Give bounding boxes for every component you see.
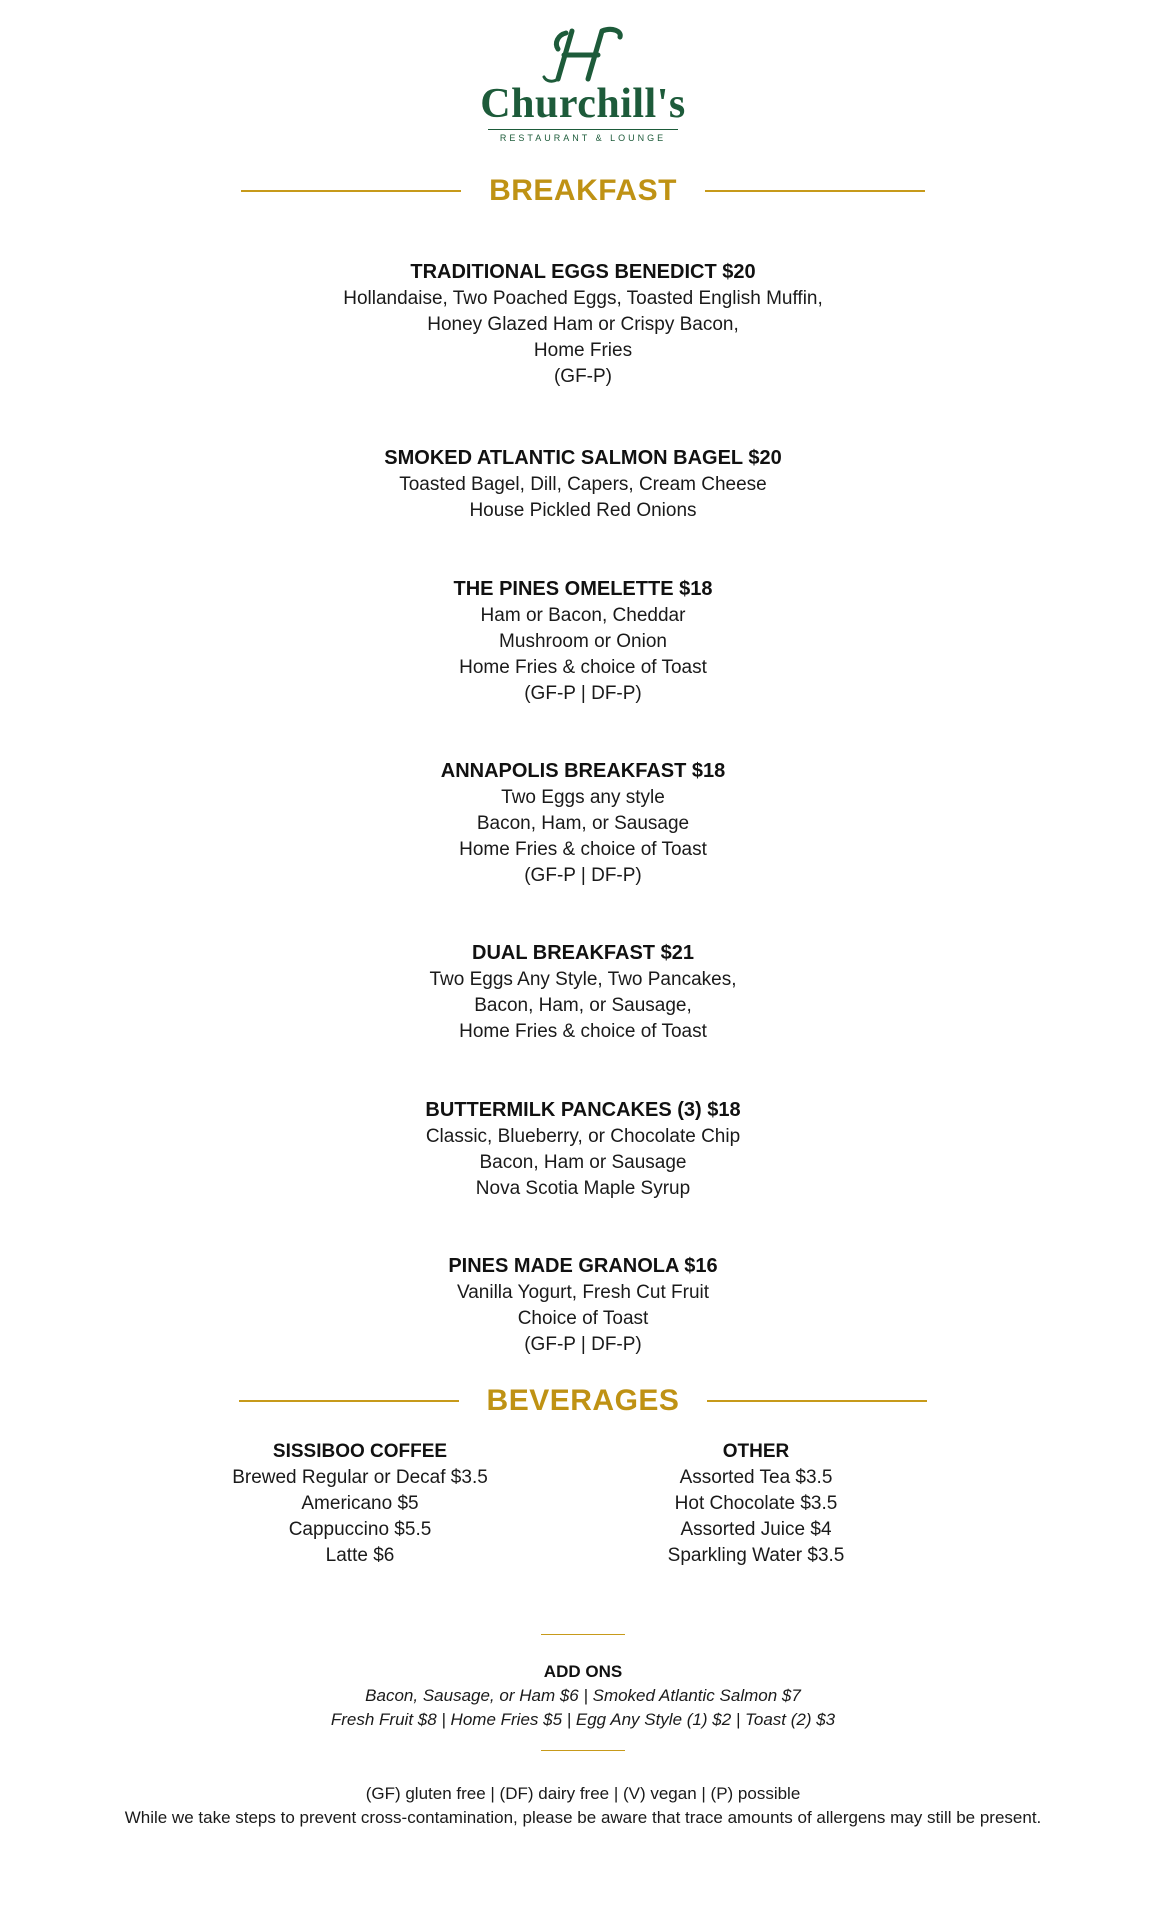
menu-item-desc: Bacon, Ham, or Sausage (476, 813, 690, 834)
beverage-item: Brewed Regular or Decaf $3.5 (232, 1467, 488, 1488)
addons-title: ADD ONS (543, 1662, 623, 1681)
heading-rule-right (707, 1400, 927, 1402)
menu-item-desc: Honey Glazed Ham or Crispy Bacon, (427, 314, 739, 335)
addons-rule-bottom (541, 1750, 625, 1751)
menu-item-desc: Nova Scotia Maple Syrup (475, 1178, 691, 1199)
menu-item-dietary: (GF-P | DF-P) (524, 865, 642, 886)
beverages-heading (0, 1384, 1166, 1418)
menu-item-dietary: (GF-P | DF-P) (524, 1334, 642, 1355)
beverages-coffee-column (190, 1438, 530, 1569)
heading-rule-left (239, 1400, 459, 1402)
menu-item-desc: Classic, Blueberry, or Chocolate Chip (425, 1126, 741, 1147)
menu-item-salmon-bagel (0, 444, 1166, 524)
menu-item-annapolis-breakfast (0, 757, 1166, 889)
menu-item-title: SMOKED ATLANTIC SALMON BAGEL $20 (384, 447, 782, 469)
beverage-item: Latte $6 (325, 1545, 395, 1566)
menu-item-desc: Vanilla Yogurt, Fresh Cut Fruit (456, 1282, 710, 1303)
menu-item-desc: Mushroom or Onion (499, 631, 667, 652)
logo-name: Churchill's (480, 81, 686, 127)
beverage-column-title: OTHER (722, 1441, 790, 1462)
menu-item-desc: Ham or Bacon, Cheddar (480, 605, 686, 626)
menu-item-desc: Hollandaise, Two Poached Eggs, Toasted English Muffin, (343, 288, 823, 309)
section-title: BEVERAGES (486, 1384, 680, 1417)
menu-item-desc: Two Eggs Any Style, Two Pancakes, (429, 969, 737, 990)
dietary-legend (0, 1782, 1166, 1830)
dietary-legend-keys: (GF) gluten free | (DF) dairy free | (V) vegan | (P) possible (365, 1784, 801, 1803)
menu-item-dual-breakfast (0, 939, 1166, 1045)
heading-rule-right (705, 190, 925, 192)
menu-item-eggs-benedict (0, 258, 1166, 390)
addons-section (0, 1660, 1166, 1732)
section-title: BREAKFAST (489, 174, 677, 207)
menu-item-desc: Two Eggs any style (501, 787, 665, 808)
beverage-item: Sparkling Water $3.5 (667, 1545, 845, 1566)
menu-item-pines-omelette (0, 575, 1166, 707)
menu-item-desc: Home Fries & choice of Toast (459, 1021, 707, 1042)
menu-item-desc: Home Fries (533, 340, 633, 361)
beverage-item: Hot Chocolate $3.5 (674, 1493, 838, 1514)
allergen-disclaimer: While we take steps to prevent cross-contamination, please be aware that trace amounts of allergens may still be present. (124, 1808, 1042, 1827)
beverages-other-column (586, 1438, 926, 1569)
logo-monogram-icon (528, 25, 638, 87)
logo-underline (488, 129, 678, 130)
menu-item-title: ANNAPOLIS BREAKFAST $18 (440, 760, 726, 782)
addons-line: Fresh Fruit $8 | Home Fries $5 | Egg Any Style (1) $2 | Toast (2) $3 (330, 1710, 836, 1729)
menu-item-title: THE PINES OMELETTE $18 (453, 578, 713, 600)
beverage-column-title: SISSIBOO COFFEE (272, 1441, 448, 1462)
menu-item-desc: Home Fries & choice of Toast (459, 839, 707, 860)
menu-item-desc: Home Fries & choice of Toast (459, 657, 707, 678)
menu-item-buttermilk-pancakes (0, 1096, 1166, 1202)
logo (0, 25, 1166, 143)
beverage-item: Cappuccino $5.5 (288, 1519, 432, 1540)
menu-item-dietary: (GF-P) (553, 366, 613, 387)
heading-rule-left (241, 190, 461, 192)
breakfast-heading (0, 174, 1166, 208)
menu-item-desc: Choice of Toast (517, 1308, 649, 1329)
menu-item-title: DUAL BREAKFAST $21 (472, 942, 694, 964)
menu-item-pines-granola (0, 1252, 1166, 1358)
addons-line: Bacon, Sausage, or Ham $6 | Smoked Atlantic Salmon $7 (365, 1686, 801, 1705)
beverage-item: Assorted Tea $3.5 (679, 1467, 833, 1488)
addons-rule-top (541, 1634, 625, 1635)
logo-tagline: RESTAURANT & LOUNGE (499, 133, 667, 143)
menu-item-desc: Bacon, Ham or Sausage (479, 1152, 687, 1173)
beverage-item: Assorted Juice $4 (680, 1519, 832, 1540)
menu-item-title: TRADITIONAL EGGS BENEDICT $20 (410, 261, 756, 283)
menu-item-dietary: (GF-P | DF-P) (524, 683, 642, 704)
menu-item-desc: House Pickled Red Onions (469, 500, 697, 521)
menu-item-title: BUTTERMILK PANCAKES (3) $18 (425, 1099, 741, 1121)
beverage-item: Americano $5 (301, 1493, 419, 1514)
menu-item-desc: Bacon, Ham, or Sausage, (474, 995, 692, 1016)
menu-item-title: PINES MADE GRANOLA $16 (448, 1255, 718, 1277)
menu-item-desc: Toasted Bagel, Dill, Capers, Cream Cheese (399, 474, 767, 495)
